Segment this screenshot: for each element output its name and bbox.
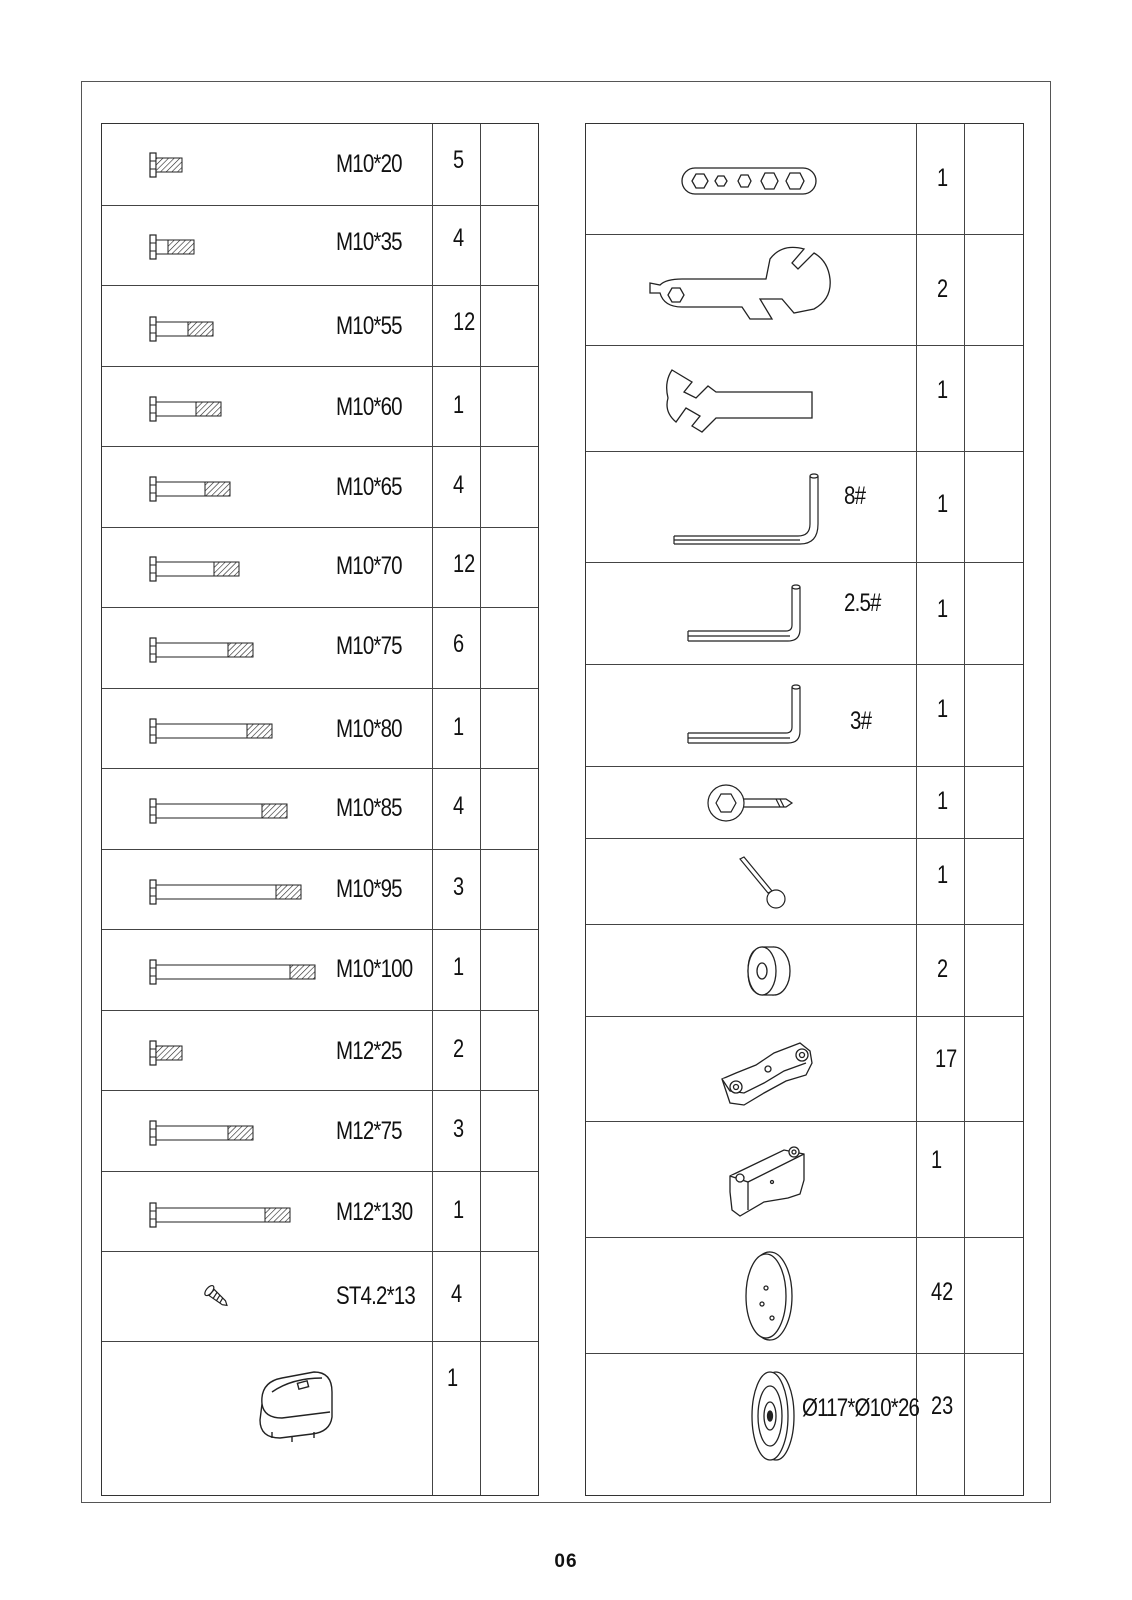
hex-bolt-icon (148, 957, 328, 987)
part-row (102, 688, 538, 769)
part-row (102, 1171, 538, 1252)
spacer-bushing-icon (744, 943, 794, 999)
part-row (586, 345, 1023, 452)
part-quantity: 1 (447, 1364, 459, 1392)
part-quantity: 17 (935, 1045, 958, 1073)
part-quantity: 5 (453, 146, 465, 174)
part-spec: M10*20 (336, 150, 402, 178)
part-quantity: 1 (453, 1196, 465, 1224)
part-row (102, 1251, 538, 1342)
hex-bolt-icon (148, 314, 228, 344)
part-row (586, 562, 1023, 665)
part-row (586, 924, 1023, 1017)
hex-key-pin-icon (706, 779, 802, 827)
hex-bolt-icon (148, 796, 298, 826)
part-row (102, 607, 538, 689)
hex-bolt-icon (148, 474, 238, 504)
part-spec: M10*100 (336, 955, 413, 983)
part-spec: 3# (850, 707, 872, 735)
multi-hex-wrench-icon (680, 164, 820, 198)
combination-spanner-icon (642, 243, 842, 323)
part-spec: M10*80 (336, 715, 402, 743)
part-row (586, 1016, 1023, 1122)
part-spec: M10*75 (336, 632, 402, 660)
allen-key-icon (670, 466, 820, 546)
part-quantity: 4 (453, 224, 465, 252)
cable-clamp-icon (716, 1031, 816, 1111)
page-number: 06 (554, 1551, 578, 1572)
part-quantity: 2 (453, 1035, 465, 1063)
hex-bolt-icon (148, 394, 228, 424)
parts-table-right (585, 123, 1024, 1496)
part-row (586, 1237, 1023, 1354)
hex-bolt-icon (148, 554, 248, 584)
part-quantity: 1 (937, 376, 949, 404)
part-quantity: 2 (937, 955, 949, 983)
part-quantity: 4 (451, 1280, 463, 1308)
part-quantity: 1 (453, 713, 465, 741)
hex-bolt-icon (148, 150, 188, 180)
part-quantity: 4 (453, 792, 465, 820)
part-row (102, 366, 538, 447)
part-spec: M10*95 (336, 875, 402, 903)
part-spec: M10*85 (336, 794, 402, 822)
part-quantity: 4 (453, 471, 465, 499)
part-quantity: 3 (453, 873, 465, 901)
part-quantity: 42 (931, 1278, 954, 1306)
hex-bolt-icon (148, 1118, 258, 1148)
part-quantity: 1 (937, 695, 949, 723)
part-row (102, 124, 538, 205)
disc-plate-icon (736, 1248, 796, 1344)
part-row (586, 124, 1023, 234)
part-row (102, 929, 538, 1011)
part-row (586, 838, 1023, 925)
part-quantity: 1 (453, 391, 465, 419)
part-row (102, 1090, 538, 1172)
part-spec: Ø117*Ø10*26 (802, 1394, 920, 1422)
end-cap-icon (252, 1362, 342, 1442)
parts-table-left (101, 123, 539, 1496)
part-row (586, 664, 1023, 767)
part-row (102, 285, 538, 367)
part-row (102, 849, 538, 930)
part-quantity: 12 (453, 550, 476, 578)
pulley-wheel-icon (748, 1366, 798, 1466)
part-spec: M10*35 (336, 228, 402, 256)
part-quantity: 1 (937, 490, 949, 518)
part-quantity: 12 (453, 308, 476, 336)
part-row (586, 1353, 1023, 1498)
part-spec: M12*25 (336, 1037, 402, 1065)
hex-bolt-icon (148, 635, 258, 665)
allen-key-icon (686, 683, 806, 749)
hex-bolt-icon (148, 877, 308, 907)
hex-bolt-icon (148, 232, 208, 262)
part-quantity: 6 (453, 630, 465, 658)
part-quantity: 1 (937, 861, 949, 889)
part-row (586, 766, 1023, 839)
part-row (102, 205, 538, 286)
part-spec: M10*70 (336, 552, 402, 580)
allen-key-icon (686, 583, 806, 647)
part-spec: 2.5# (844, 589, 881, 617)
part-spec: ST4.2*13 (336, 1282, 415, 1310)
part-row (102, 446, 538, 528)
hex-bolt-icon (148, 1038, 188, 1068)
part-spec: M12*75 (336, 1117, 402, 1145)
part-spec: M10*55 (336, 312, 402, 340)
part-spec: M12*130 (336, 1198, 413, 1226)
part-row (586, 234, 1023, 346)
part-row (586, 451, 1023, 563)
part-quantity: 3 (453, 1115, 465, 1143)
part-quantity: 23 (931, 1392, 954, 1420)
part-spec: M10*65 (336, 473, 402, 501)
part-row (586, 1121, 1023, 1238)
part-spec: 8# (844, 482, 866, 510)
part-quantity: 1 (937, 164, 949, 192)
part-quantity: 1 (453, 953, 465, 981)
part-quantity: 1 (931, 1146, 943, 1174)
self-tapping-screw-icon (202, 1282, 232, 1312)
bracket-block-icon (724, 1136, 808, 1224)
pin-icon (736, 855, 792, 911)
hex-bolt-icon (148, 716, 278, 746)
part-row (102, 527, 538, 608)
part-row (102, 1341, 538, 1498)
part-quantity: 1 (937, 595, 949, 623)
part-row (102, 1010, 538, 1091)
part-row (102, 768, 538, 850)
part-spec: M10*60 (336, 393, 402, 421)
open-end-spanner-icon (662, 362, 822, 438)
part-quantity: 1 (937, 787, 949, 815)
hex-bolt-icon (148, 1200, 298, 1230)
part-quantity: 2 (937, 275, 949, 303)
